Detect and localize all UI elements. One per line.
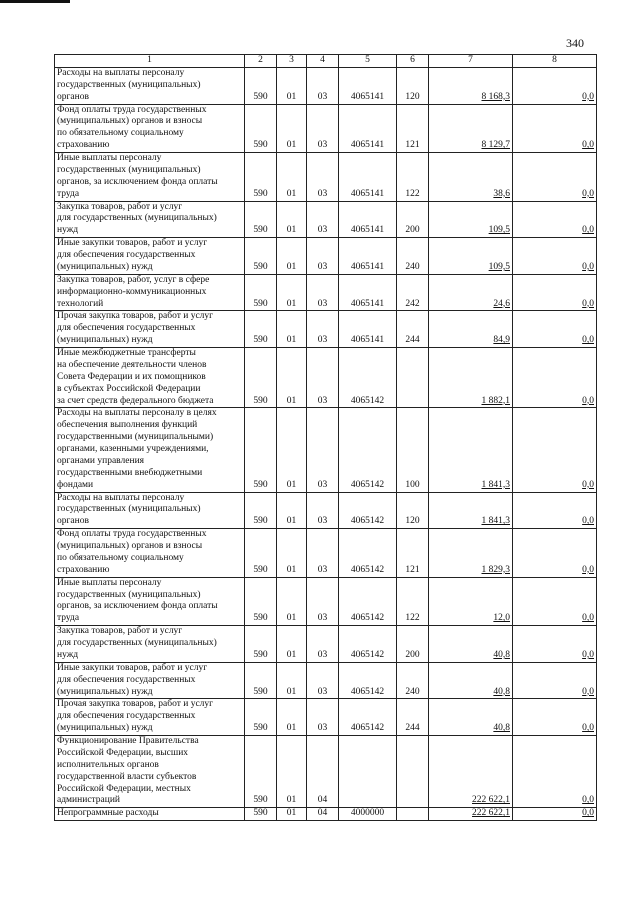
column-header-4: 4 <box>307 55 339 68</box>
cell-c8: 0,0 <box>513 408 597 492</box>
cell-c5: 4065141 <box>339 311 397 348</box>
cell-c3: 01 <box>277 104 307 153</box>
cell-c6: 120 <box>397 67 429 104</box>
cell-c4: 03 <box>307 529 339 578</box>
cell-c8: 0,0 <box>513 104 597 153</box>
column-header-1: 1 <box>55 55 245 68</box>
cell-c8: 0,0 <box>513 662 597 699</box>
cell-c5: 4065142 <box>339 626 397 663</box>
cell-c7: 40,8 <box>429 626 513 663</box>
table-row <box>55 67 597 104</box>
row-description: Иные выплаты персоналу государственных (муниципальных) органов, за исключением фонда оплаты труда <box>55 577 245 626</box>
cell-c4: 03 <box>307 348 339 408</box>
cell-c4: 04 <box>307 808 339 821</box>
cell-c6 <box>397 808 429 821</box>
row-description: Расходы на выплаты персоналу государственных (муниципальных) органов <box>55 67 245 104</box>
row-description: Прочая закупка товаров, работ и услуг для обеспечения государственных (муниципальных) нужд <box>55 311 245 348</box>
table-header-row <box>55 55 597 68</box>
cell-c2: 590 <box>245 626 277 663</box>
cell-c6: 120 <box>397 492 429 529</box>
cell-c5: 4065141 <box>339 201 397 238</box>
cell-c7: 109,5 <box>429 201 513 238</box>
cell-c3: 01 <box>277 662 307 699</box>
cell-c7: 1 841,3 <box>429 492 513 529</box>
cell-c7: 38,6 <box>429 153 513 202</box>
cell-c8: 0,0 <box>513 274 597 311</box>
row-description: Закупка товаров, работ и услуг для государственных (муниципальных) нужд <box>55 626 245 663</box>
cell-c5: 4065142 <box>339 577 397 626</box>
cell-c4: 04 <box>307 736 339 808</box>
cell-c7: 12,0 <box>429 577 513 626</box>
cell-c2: 590 <box>245 274 277 311</box>
cell-c3: 01 <box>277 808 307 821</box>
table-row <box>55 153 597 202</box>
cell-c5: 4065141 <box>339 238 397 275</box>
table-row <box>55 408 597 492</box>
table-row <box>55 699 597 736</box>
cell-c5: 4065142 <box>339 408 397 492</box>
row-description: Закупка товаров, работ, услуг в сфере информационно-коммуникационных технологий <box>55 274 245 311</box>
cell-c6 <box>397 736 429 808</box>
cell-c6: 200 <box>397 626 429 663</box>
row-description: Прочая закупка товаров, работ и услуг для обеспечения государственных (муниципальных) нужд <box>55 699 245 736</box>
cell-c5: 4065141 <box>339 67 397 104</box>
cell-c3: 01 <box>277 201 307 238</box>
cell-c8: 0,0 <box>513 153 597 202</box>
cell-c8: 0,0 <box>513 808 597 821</box>
cell-c2: 590 <box>245 699 277 736</box>
cell-c6: 121 <box>397 104 429 153</box>
row-description: Иные закупки товаров, работ и услуг для обеспечения государственных (муниципальных) нужд <box>55 238 245 275</box>
cell-c2: 590 <box>245 104 277 153</box>
table-row <box>55 808 597 821</box>
cell-c3: 01 <box>277 67 307 104</box>
cell-c2: 590 <box>245 808 277 821</box>
cell-c2: 590 <box>245 67 277 104</box>
row-description: Иные закупки товаров, работ и услуг для обеспечения государственных (муниципальных) нужд <box>55 662 245 699</box>
cell-c5: 4065142 <box>339 529 397 578</box>
cell-c6: 122 <box>397 153 429 202</box>
table-row <box>55 662 597 699</box>
cell-c6: 240 <box>397 662 429 699</box>
cell-c4: 03 <box>307 626 339 663</box>
cell-c5 <box>339 736 397 808</box>
cell-c7: 40,8 <box>429 699 513 736</box>
cell-c6: 242 <box>397 274 429 311</box>
cell-c8: 0,0 <box>513 238 597 275</box>
cell-c2: 590 <box>245 492 277 529</box>
table-row <box>55 311 597 348</box>
column-header-7: 7 <box>429 55 513 68</box>
cell-c4: 03 <box>307 274 339 311</box>
cell-c3: 01 <box>277 699 307 736</box>
table-row <box>55 274 597 311</box>
table-row <box>55 201 597 238</box>
cell-c8: 0,0 <box>513 577 597 626</box>
cell-c2: 590 <box>245 238 277 275</box>
cell-c8: 0,0 <box>513 736 597 808</box>
cell-c8: 0,0 <box>513 311 597 348</box>
cell-c7: 8 129,7 <box>429 104 513 153</box>
cell-c2: 590 <box>245 662 277 699</box>
cell-c5: 4065141 <box>339 104 397 153</box>
cell-c2: 590 <box>245 577 277 626</box>
cell-c6: 121 <box>397 529 429 578</box>
row-description: Непрограммные расходы <box>55 808 245 821</box>
table-row <box>55 626 597 663</box>
row-description: Функционирование Правительства Российской Федерации, высших исполнительных органов государственной власти субъектов Российской Федерации, местных администраций <box>55 736 245 808</box>
cell-c8: 0,0 <box>513 626 597 663</box>
cell-c3: 01 <box>277 311 307 348</box>
cell-c3: 01 <box>277 274 307 311</box>
cell-c6 <box>397 348 429 408</box>
cell-c7: 222 622,1 <box>429 736 513 808</box>
cell-c2: 590 <box>245 348 277 408</box>
table-row <box>55 238 597 275</box>
cell-c2: 590 <box>245 153 277 202</box>
cell-c6: 244 <box>397 699 429 736</box>
cell-c6: 244 <box>397 311 429 348</box>
row-description: Расходы на выплаты персоналу в целях обеспечения выполнения функций государственными (муниципальными) органами, казенными учреждениями, органами управления государственными внебюджетными фондами <box>55 408 245 492</box>
cell-c2: 590 <box>245 201 277 238</box>
cell-c8: 0,0 <box>513 348 597 408</box>
cell-c7: 24,6 <box>429 274 513 311</box>
cell-c7: 1 882,1 <box>429 348 513 408</box>
column-header-6: 6 <box>397 55 429 68</box>
cell-c3: 01 <box>277 529 307 578</box>
cell-c3: 01 <box>277 238 307 275</box>
cell-c7: 222 622,1 <box>429 808 513 821</box>
column-header-3: 3 <box>277 55 307 68</box>
cell-c3: 01 <box>277 626 307 663</box>
cell-c5: 4065142 <box>339 699 397 736</box>
column-header-5: 5 <box>339 55 397 68</box>
table-row <box>55 348 597 408</box>
cell-c4: 03 <box>307 662 339 699</box>
row-description: Иные межбюджетные трансферты на обеспечение деятельности членов Совета Федерации и их помощников в субъектах Российской Федерации за счет средств федерального бюджета <box>55 348 245 408</box>
cell-c4: 03 <box>307 699 339 736</box>
cell-c3: 01 <box>277 736 307 808</box>
cell-c6: 122 <box>397 577 429 626</box>
cell-c7: 84,9 <box>429 311 513 348</box>
cell-c2: 590 <box>245 408 277 492</box>
column-header-2: 2 <box>245 55 277 68</box>
cell-c4: 03 <box>307 67 339 104</box>
cell-c7: 1 841,3 <box>429 408 513 492</box>
cell-c4: 03 <box>307 311 339 348</box>
cell-c3: 01 <box>277 577 307 626</box>
cell-c7: 40,8 <box>429 662 513 699</box>
cell-c8: 0,0 <box>513 492 597 529</box>
row-description: Фонд оплаты труда государственных (муниципальных) органов и взносы по обязательному социальному страхованию <box>55 104 245 153</box>
row-description: Иные выплаты персоналу государственных (муниципальных) органов, за исключением фонда оплаты труда <box>55 153 245 202</box>
table-row <box>55 492 597 529</box>
cell-c6: 200 <box>397 201 429 238</box>
cell-c3: 01 <box>277 348 307 408</box>
cell-c3: 01 <box>277 492 307 529</box>
cell-c3: 01 <box>277 153 307 202</box>
cell-c4: 03 <box>307 577 339 626</box>
table-row <box>55 577 597 626</box>
cell-c5: 4065142 <box>339 348 397 408</box>
cell-c3: 01 <box>277 408 307 492</box>
cell-c5: 4065142 <box>339 662 397 699</box>
cell-c6: 240 <box>397 238 429 275</box>
table-row <box>55 529 597 578</box>
cell-c7: 8 168,3 <box>429 67 513 104</box>
cell-c5: 4000000 <box>339 808 397 821</box>
budget-table <box>54 54 597 821</box>
cell-c5: 4065142 <box>339 492 397 529</box>
cell-c5: 4065141 <box>339 274 397 311</box>
cell-c7: 109,5 <box>429 238 513 275</box>
cell-c8: 0,0 <box>513 699 597 736</box>
page-number: 340 <box>566 36 584 50</box>
cell-c4: 03 <box>307 153 339 202</box>
cell-c5: 4065141 <box>339 153 397 202</box>
row-description: Закупка товаров, работ и услуг для государственных (муниципальных) нужд <box>55 201 245 238</box>
corner-mark <box>0 0 70 3</box>
column-header-8: 8 <box>513 55 597 68</box>
cell-c8: 0,0 <box>513 529 597 578</box>
cell-c4: 03 <box>307 408 339 492</box>
table-row <box>55 736 597 808</box>
cell-c4: 03 <box>307 238 339 275</box>
cell-c6: 100 <box>397 408 429 492</box>
cell-c2: 590 <box>245 736 277 808</box>
cell-c4: 03 <box>307 201 339 238</box>
cell-c2: 590 <box>245 311 277 348</box>
cell-c4: 03 <box>307 104 339 153</box>
cell-c7: 1 829,3 <box>429 529 513 578</box>
cell-c2: 590 <box>245 529 277 578</box>
row-description: Фонд оплаты труда государственных (муниципальных) органов и взносы по обязательному социальному страхованию <box>55 529 245 578</box>
table-row <box>55 104 597 153</box>
table-body <box>55 55 597 821</box>
row-description: Расходы на выплаты персоналу государственных (муниципальных) органов <box>55 492 245 529</box>
cell-c8: 0,0 <box>513 201 597 238</box>
cell-c8: 0,0 <box>513 67 597 104</box>
cell-c4: 03 <box>307 492 339 529</box>
